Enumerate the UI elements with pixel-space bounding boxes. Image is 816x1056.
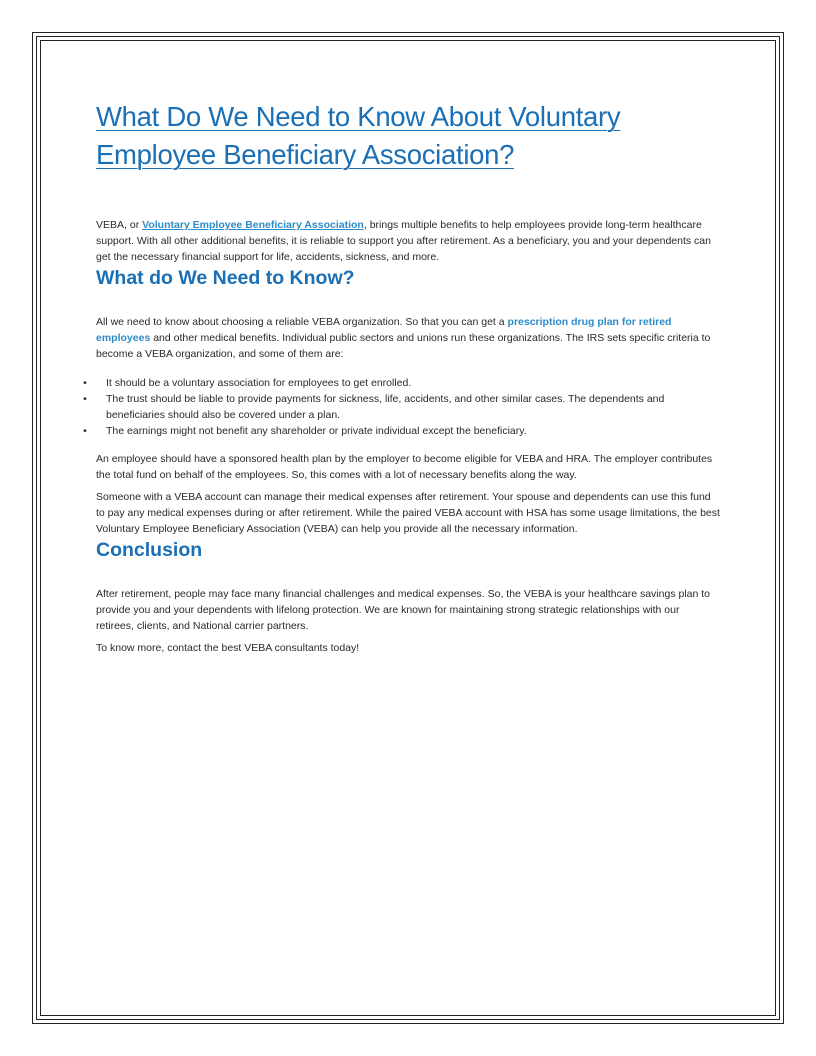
- know-suffix: and other medical benefits. Individual public sectors and unions run these organizations. The IRS sets specific criteria to become a VEBA organization, and some of them are:: [96, 332, 711, 360]
- section-heading-what-to-know: What do We Need to Know?: [96, 267, 355, 289]
- veba-account-paragraph: Someone with a VEBA account can manage their medical expenses after retirement. Your spouse and dependents can use this fund to pay any medical expenses during or after retirement. While the paired VEBA account with HSA has some usage limitations, the best Voluntary Employee Beneficiary Association (VEBA) can help you provide all the necessary information.: [96, 491, 720, 535]
- list-item: [80, 391, 720, 423]
- bullet-icon: •: [83, 425, 87, 437]
- prescription-drug-plan-link[interactable]: prescription drug plan for retired employees: [96, 316, 672, 344]
- intro-prefix: VEBA, or: [96, 219, 143, 231]
- criteria-list: [80, 375, 720, 439]
- list-item-text: The earnings might not benefit any shareholder or private individual except the beneficiary.: [106, 425, 527, 437]
- bullet-icon: •: [83, 393, 87, 405]
- list-item: [80, 423, 720, 439]
- list-item: [80, 375, 720, 391]
- veba-link[interactable]: Voluntary Employee Beneficiary Association: [142, 219, 364, 231]
- contact-paragraph: To know more, contact the best VEBA consultants today!: [96, 642, 360, 654]
- list-item-text: The trust should be liable to provide payments for sickness, life, accidents, and other similar cases. The dependents and beneficiaries should also be covered under a plan.: [106, 393, 665, 421]
- bullet-icon: •: [83, 377, 87, 389]
- intro-suffix: , brings multiple benefits to help employees provide long-term healthcare support. With all other additional benefits, it is reliable to support you after retirement. As a beneficiary, you and your dependents can get the necessary financial support for life, accidents, sickness, and more.: [96, 219, 711, 263]
- document-body: [83, 98, 720, 656]
- intro-paragraph: [96, 217, 720, 265]
- employee-paragraph: An employee should have a sponsored health plan by the employer to become eligible for VEBA and HRA. The employer contributes the total fund on behalf of the employees. So, this comes with a lot of necessary benefits along the way.: [96, 453, 713, 481]
- section-heading-conclusion: Conclusion: [96, 539, 203, 561]
- know-prefix: All we need to know about choosing a reliable VEBA organization. So that you can get a: [96, 316, 508, 328]
- document-title[interactable]: What Do We Need to Know About Voluntary Employee Beneficiary Association?: [96, 101, 621, 170]
- list-item-text: It should be a voluntary association for employees to get enrolled.: [106, 377, 412, 389]
- conclusion-paragraph: After retirement, people may face many financial challenges and medical expenses. So, the VEBA is your healthcare savings plan to provide you and your dependents with lifelong protection. We are known for maintaining strong strategic relationships with our retirees, clients, and National carrier partners.: [96, 588, 711, 632]
- know-paragraph: [96, 314, 720, 362]
